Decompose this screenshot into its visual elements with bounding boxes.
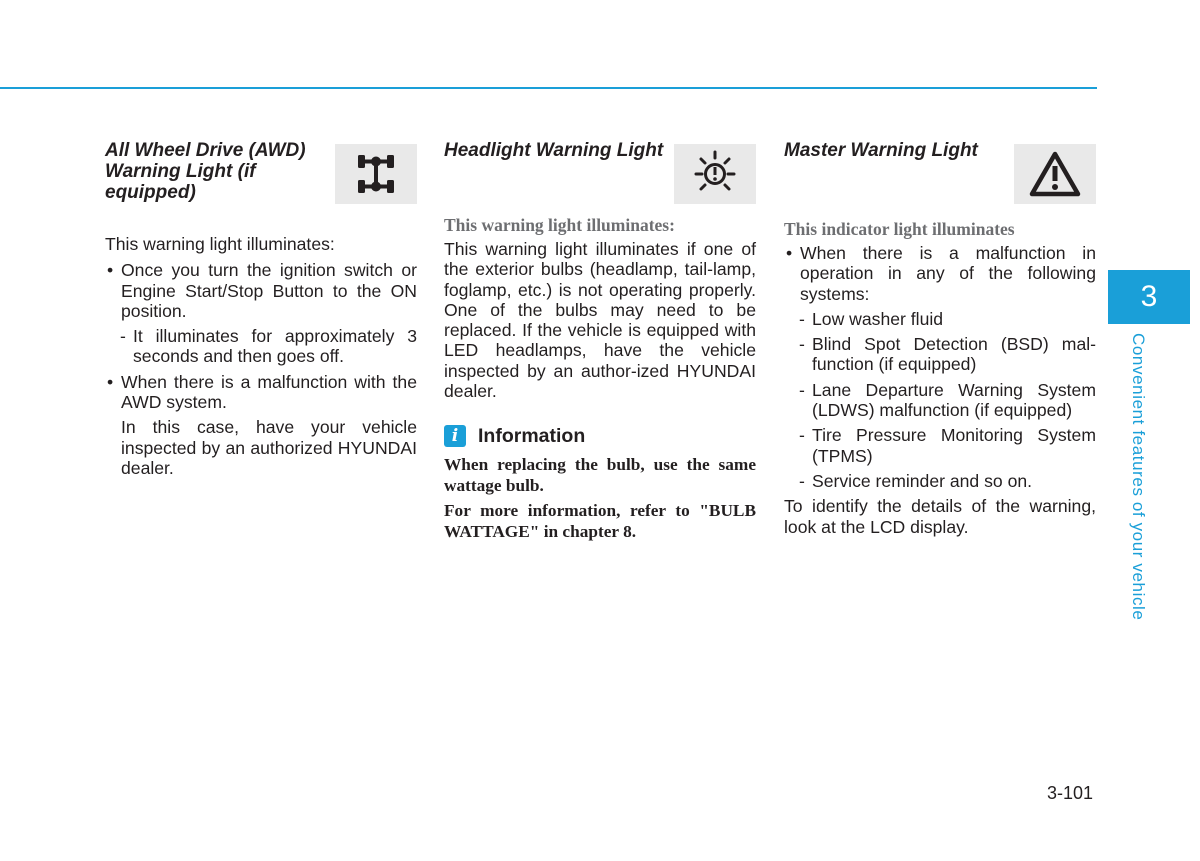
awd-bullet-1-sub: - It illuminates for approximately 3 seconds and then goes off. xyxy=(105,326,417,367)
column-awd xyxy=(105,138,417,483)
info-line-1: When replacing the bulb, use the same wattage bulb. xyxy=(444,455,756,495)
headlight-heading: Headlight Warning Light xyxy=(444,140,664,161)
info-icon: i xyxy=(444,425,466,447)
awd-bullet-2: • When there is a malfunction with the AWD system. xyxy=(105,372,417,413)
column-master xyxy=(784,138,1096,542)
headlight-body: This warning light illuminates if one of the exterior bulbs (headlamp, tail-lamp, foglamp, etc.) is not operating properly. One of the bulbs may need to be replaced. If the vehicle is equipped with LED headlamps, have the vehicle inspected by an author-ized HYUNDAI dealer. xyxy=(444,239,756,402)
info-line-2: For more information, refer to "BULB WATTAGE" in chapter 8. xyxy=(444,501,756,541)
master-item: - Service reminder and so on. xyxy=(784,471,1096,491)
master-item: - Lane Departure Warning System (LDWS) malfunction (if equipped) xyxy=(784,380,1096,421)
master-heading: Master Warning Light xyxy=(784,140,978,161)
master-subheading: This indicator light illuminates xyxy=(784,219,1015,239)
master-item: - Blind Spot Detection (BSD) mal-function (if equipped) xyxy=(784,334,1096,375)
information-title: Information xyxy=(478,425,586,448)
information-header xyxy=(444,425,756,447)
awd-header xyxy=(105,140,417,206)
column-headlight xyxy=(444,138,756,547)
awd-heading: All Wheel Drive (AWD) Warning Light (if equipped) xyxy=(105,140,306,203)
master-header xyxy=(784,140,1096,206)
headlight-warning-icon xyxy=(674,144,756,204)
master-item: - Tire Pressure Monitoring System (TPMS) xyxy=(784,425,1096,466)
awd-bullet-1: • Once you turn the ignition switch or Engine Start/Stop Button to the ON position. xyxy=(105,260,417,321)
headlight-subheading: This warning light illuminates: xyxy=(444,215,675,235)
chapter-title: Convenient features of your vehicle xyxy=(1129,333,1148,621)
headlight-header xyxy=(444,140,756,206)
page-number: 3-101 xyxy=(1047,783,1094,803)
master-bullet-1: • When there is a malfunction in operation in any of the following systems: xyxy=(784,243,1096,304)
awd-warning-icon xyxy=(335,144,417,204)
top-rule xyxy=(0,87,1097,89)
chapter-tab: 3 xyxy=(1108,270,1190,324)
awd-bullet-2-note: In this case, have your vehicle inspected by an authorized HYUNDAI dealer. xyxy=(121,417,417,478)
master-item: - Low washer fluid xyxy=(784,309,1096,329)
awd-intro: This warning light illuminates: xyxy=(105,234,335,254)
master-closing: To identify the details of the warning, look at the LCD display. xyxy=(784,496,1096,537)
warning-triangle-icon xyxy=(1014,144,1096,204)
